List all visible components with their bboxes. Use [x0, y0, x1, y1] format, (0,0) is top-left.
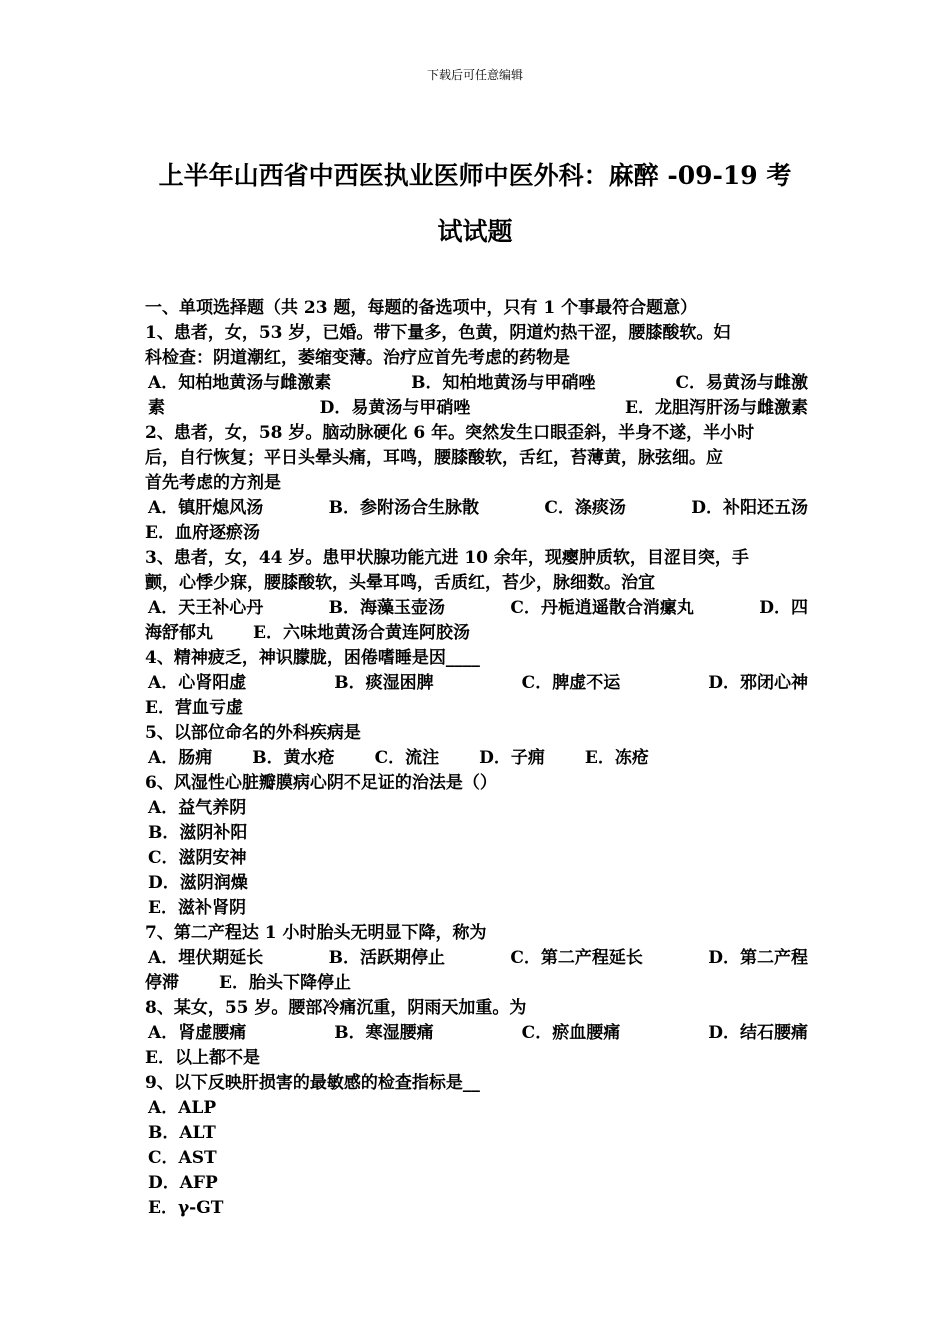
question-text-line: 5、以部位命名的外科疾病是 — [145, 723, 361, 743]
answer-option: A．知柏地黄汤与雌激素 — [148, 373, 332, 393]
answer-option: E．胎头下降停止 — [219, 973, 351, 993]
question-text-line: 颤，心悸少寐，腰膝酸软，头晕耳鸣，舌质红，苔少，脉细数。治宜 — [145, 573, 655, 593]
question-text-line: 7、第二产程达 1 小时胎头无明显下降，称为 — [145, 923, 487, 943]
answer-option: E．滋补肾阴 — [148, 898, 246, 918]
answer-option: D．补阳还五汤 — [691, 498, 808, 518]
answer-option: 素 — [148, 398, 165, 418]
answer-option: A．天王补心丹 — [148, 598, 264, 618]
option-row — [145, 596, 808, 621]
question-text-line: 3、患者，女，44 岁。患甲状腺功能亢进 10 余年，现瘿肿质软，目涩目突，手 — [145, 548, 749, 568]
answer-option: C．丹栀逍遥散合消瘰丸 — [510, 598, 694, 618]
option-row — [145, 946, 808, 971]
question-text-line: 8、某女，55 岁。腰部冷痛沉重，阴雨天加重。为 — [145, 998, 527, 1018]
document-title: 上半年山西省中西医执业医师中医外科：麻醉 -09-19 考试试题 — [158, 161, 792, 246]
answer-option: A．镇肝熄风汤 — [148, 498, 264, 518]
answer-option: B．ALT — [148, 1123, 216, 1143]
option-row — [145, 371, 808, 396]
answer-option: A．心肾阳虚 — [148, 673, 247, 693]
answer-option: B．滋阴补阳 — [148, 823, 248, 843]
question-list — [145, 296, 808, 1221]
question-5 — [145, 721, 808, 771]
section-heading: 一、单项选择题（共 23 题，每题的备选项中，只有 1 个事最符合题意） — [145, 298, 698, 318]
question-text-line: 9、以下反映肝损害的最敏感的检查指标是__ — [145, 1073, 480, 1093]
question-4 — [145, 646, 808, 721]
question-text-line: 4、精神疲乏，神识朦胧，困倦嗜睡是因____ — [145, 648, 480, 668]
option-row — [145, 496, 808, 521]
answer-option: 海舒郁丸 — [145, 623, 213, 643]
question-text-line: 科检查：阴道潮红，萎缩变薄。治疗应首先考虑的药物是 — [145, 348, 570, 368]
answer-option: B．海藻玉壶汤 — [328, 598, 445, 618]
question-text-line: 首先考虑的方剂是 — [145, 473, 281, 493]
answer-option: C．流注 — [374, 748, 440, 768]
answer-option: D．邪闭心神 — [708, 673, 808, 693]
answer-option: C．涤痰汤 — [544, 498, 626, 518]
answer-option: C．AST — [148, 1148, 217, 1168]
answer-option: A．ALP — [148, 1098, 217, 1118]
option-row — [145, 521, 808, 546]
option-row — [145, 1021, 808, 1046]
answer-option: B．参附汤合生脉散 — [328, 498, 479, 518]
option-row — [145, 746, 808, 771]
answer-option: C．第二产程延长 — [510, 948, 643, 968]
question-9 — [145, 1071, 808, 1221]
question-7 — [145, 921, 808, 996]
answer-option: B．寒湿腰痛 — [334, 1023, 434, 1043]
answer-option: E．营血亏虚 — [145, 698, 243, 718]
option-row — [145, 396, 808, 421]
question-2 — [145, 421, 808, 546]
answer-option: A．肾虚腰痛 — [148, 1023, 247, 1043]
answer-option: D．滋阴润燥 — [148, 873, 248, 893]
answer-option: D．子痈 — [479, 748, 545, 768]
question-text-line: 1、患者，女，53 岁，已婚。带下量多，色黄，阴道灼热干涩，腰膝酸软。妇 — [145, 323, 731, 343]
answer-option: E．龙胆泻肝汤与雌激素 — [625, 398, 808, 418]
answer-option: C．易黄汤与雌激 — [675, 373, 808, 393]
answer-option: C．脾虚不运 — [521, 673, 621, 693]
option-row — [145, 621, 808, 646]
answer-option: E．以上都不是 — [145, 1048, 260, 1068]
question-8 — [145, 996, 808, 1071]
question-text-line: 6、风湿性心脏瓣膜病心阴不足证的治法是（） — [145, 773, 497, 793]
option-row — [145, 671, 808, 696]
question-3 — [145, 546, 808, 646]
answer-option: C．瘀血腰痛 — [521, 1023, 621, 1043]
answer-option: E．γ-GT — [148, 1198, 224, 1218]
question-1 — [145, 321, 808, 421]
option-row — [145, 971, 808, 996]
answer-option: D．结石腰痛 — [708, 1023, 808, 1043]
answer-option: C．滋阴安神 — [148, 848, 247, 868]
answer-option: A．益气养阴 — [148, 798, 247, 818]
answer-option: D．易黄汤与甲硝唑 — [319, 398, 471, 418]
header-note: 下载后可任意编辑 — [426, 68, 523, 82]
answer-option: E．血府逐瘀汤 — [145, 523, 260, 543]
answer-option: E．冻疮 — [584, 748, 649, 768]
answer-option: D．第二产程 — [708, 948, 808, 968]
answer-option: B．痰湿困脾 — [334, 673, 434, 693]
option-row — [145, 696, 808, 721]
answer-option: B．黄水疮 — [252, 748, 335, 768]
option-row — [145, 1046, 808, 1071]
answer-option: A．埋伏期延长 — [148, 948, 264, 968]
question-text-line: 后，自行恢复；平日头晕头痛，耳鸣，腰膝酸软，舌红，苔薄黄，脉弦细。应 — [145, 448, 723, 468]
answer-option: E．六味地黄汤合黄连阿胶汤 — [253, 623, 470, 643]
question-text-line: 2、患者，女，58 岁。脑动脉硬化 6 年。突然发生口眼歪斜，半身不遂，半小时 — [145, 423, 755, 443]
answer-option: B．活跃期停止 — [328, 948, 445, 968]
answer-option: D．四 — [759, 598, 808, 618]
answer-option: 停滞 — [145, 973, 179, 993]
answer-option: D．AFP — [148, 1173, 218, 1193]
answer-option: B．知柏地黄汤与甲硝唑 — [411, 373, 596, 393]
question-6 — [145, 771, 808, 921]
answer-option: A．肠痈 — [148, 748, 213, 768]
